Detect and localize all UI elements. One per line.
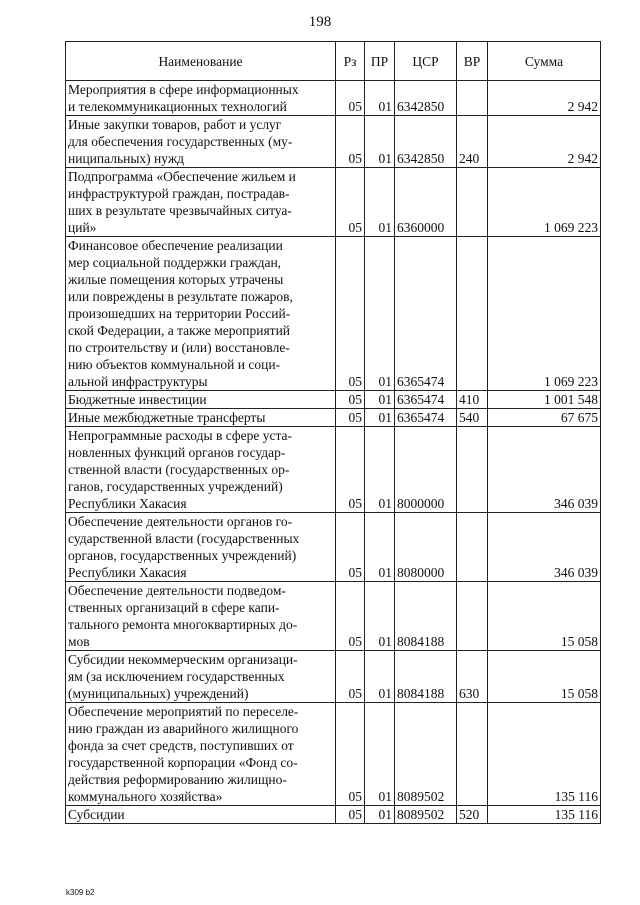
row-name: Субсидии некоммерческим организаци- ям (за исключением государственных (муниципальных) учреждений) [66, 651, 336, 703]
row-pr: 01 [365, 116, 395, 168]
table-row [66, 116, 601, 168]
row-csr: 6365474 [395, 391, 457, 409]
footer-code: k309 b2 [66, 888, 95, 897]
row-name: Иные закупки товаров, работ и услуг для обеспечения государственных (му- ниципальных) нужд [66, 116, 336, 168]
row-vr: 240 [457, 116, 488, 168]
row-sum: 2 942 [488, 81, 601, 116]
row-pr: 01 [365, 409, 395, 427]
row-rz: 05 [336, 582, 365, 651]
row-sum: 15 058 [488, 582, 601, 651]
row-sum: 1 069 223 [488, 168, 601, 237]
row-pr: 01 [365, 582, 395, 651]
header-pr: ПР [365, 42, 395, 81]
row-pr: 01 [365, 168, 395, 237]
row-csr: 6342850 [395, 81, 457, 116]
row-sum: 1 001 548 [488, 391, 601, 409]
row-sum: 15 058 [488, 651, 601, 703]
row-csr: 8080000 [395, 513, 457, 582]
row-rz: 05 [336, 703, 365, 806]
row-name: Мероприятия в сфере информационных и телекоммуникационных технологий [66, 81, 336, 116]
row-name: Финансовое обеспечение реализации мер социальной поддержки граждан, жилые помещения которых утрачены или повреждены в результате пожаров, произошедших на территории Россий- ской Федерации, а также мероприятий по строительству и (или) восстановле- нию объектов коммунальной и соци- альной инфраструктуры [66, 237, 336, 391]
row-rz: 05 [336, 237, 365, 391]
budget-table [65, 41, 601, 824]
row-name: Обеспечение деятельности органов го- сударственной власти (государственных органов, государственных учреждений) Республики Хакасия [66, 513, 336, 582]
row-name: Бюджетные инвестиции [66, 391, 336, 409]
header-csr: ЦСР [395, 42, 457, 81]
row-name: Субсидии [66, 806, 336, 824]
row-rz: 05 [336, 391, 365, 409]
row-vr [457, 513, 488, 582]
row-csr: 6365474 [395, 409, 457, 427]
table-body [66, 81, 601, 824]
row-name: Обеспечение мероприятий по переселе- нию граждан из аварийного жилищного фонда за счет средств, поступивших от государственной корпорации «Фонд со- действия реформированию жилищно- коммунального хозяйства» [66, 703, 336, 806]
row-vr [457, 427, 488, 513]
row-rz: 05 [336, 81, 365, 116]
row-name: Непрограммные расходы в сфере уста- новленных функций органов государ- ственной власти (государственных ор- ганов, государственных учреждений) Республики Хакасия [66, 427, 336, 513]
row-vr: 540 [457, 409, 488, 427]
table-row [66, 806, 601, 824]
row-rz: 05 [336, 806, 365, 824]
table-row [66, 427, 601, 513]
row-name: Подпрограмма «Обеспечение жильем и инфраструктурой граждан, пострадав- ших в результате чрезвычайных ситуа- ций» [66, 168, 336, 237]
row-vr [457, 81, 488, 116]
row-csr: 8089502 [395, 806, 457, 824]
table-row [66, 391, 601, 409]
row-csr: 8089502 [395, 703, 457, 806]
row-csr: 8084188 [395, 582, 457, 651]
table-row [66, 703, 601, 806]
row-pr: 01 [365, 81, 395, 116]
row-vr: 410 [457, 391, 488, 409]
table-row [66, 81, 601, 116]
table-row [66, 168, 601, 237]
row-sum: 2 942 [488, 116, 601, 168]
header-name: Наименование [66, 42, 336, 81]
row-pr: 01 [365, 703, 395, 806]
table-row [66, 237, 601, 391]
row-pr: 01 [365, 427, 395, 513]
page-number: 198 [308, 14, 332, 30]
row-csr: 8084188 [395, 651, 457, 703]
header-sum: Сумма [488, 42, 601, 81]
row-csr: 6342850 [395, 116, 457, 168]
header-rz: Рз [336, 42, 365, 81]
row-rz: 05 [336, 513, 365, 582]
row-rz: 05 [336, 168, 365, 237]
row-sum: 346 039 [488, 427, 601, 513]
row-pr: 01 [365, 513, 395, 582]
row-sum: 135 116 [488, 703, 601, 806]
row-rz: 05 [336, 651, 365, 703]
row-rz: 05 [336, 409, 365, 427]
row-sum: 346 039 [488, 513, 601, 582]
row-vr [457, 237, 488, 391]
table-row [66, 582, 601, 651]
row-name: Иные межбюджетные трансферты [66, 409, 336, 427]
header-vr: ВР [457, 42, 488, 81]
row-vr [457, 703, 488, 806]
row-vr [457, 582, 488, 651]
row-vr: 630 [457, 651, 488, 703]
row-pr: 01 [365, 806, 395, 824]
table-row [66, 651, 601, 703]
row-vr [457, 168, 488, 237]
row-csr: 6360000 [395, 168, 457, 237]
row-csr: 6365474 [395, 237, 457, 391]
row-sum: 67 675 [488, 409, 601, 427]
table-row [66, 513, 601, 582]
table-header-row [66, 42, 601, 81]
row-rz: 05 [336, 116, 365, 168]
row-pr: 01 [365, 651, 395, 703]
row-pr: 01 [365, 391, 395, 409]
row-name: Обеспечение деятельности подведом- ственных организаций в сфере капи- тального ремонта многоквартирных до- мов [66, 582, 336, 651]
row-sum: 1 069 223 [488, 237, 601, 391]
row-vr: 520 [457, 806, 488, 824]
row-pr: 01 [365, 237, 395, 391]
row-csr: 8000000 [395, 427, 457, 513]
table-row [66, 409, 601, 427]
row-rz: 05 [336, 427, 365, 513]
row-sum: 135 116 [488, 806, 601, 824]
